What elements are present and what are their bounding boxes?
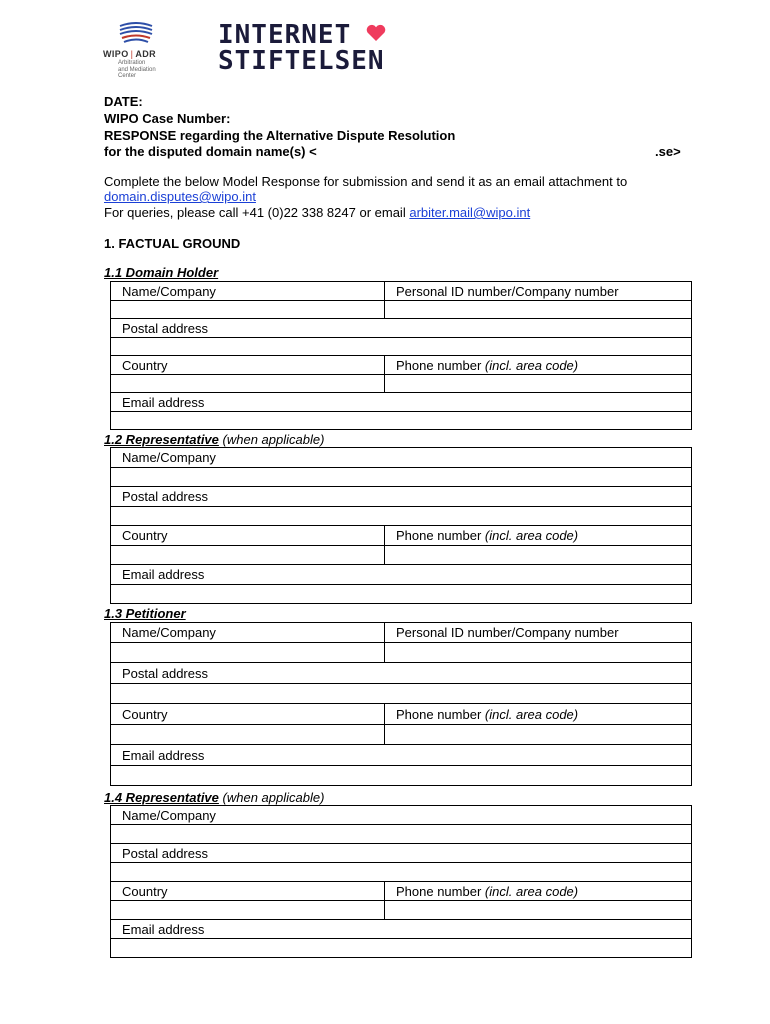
email-address-field[interactable] (111, 766, 692, 786)
name-company-field[interactable] (111, 301, 385, 319)
postal-address-label: Postal address (111, 487, 692, 507)
phone-field[interactable] (385, 901, 692, 920)
name-company-field[interactable] (111, 643, 385, 663)
phone-field[interactable] (385, 546, 692, 565)
email-address-label: Email address (111, 565, 692, 585)
phone-label: Phone number (incl. area code) (385, 704, 692, 725)
name-company-label: Name/Company (111, 282, 385, 301)
date-label: DATE: (104, 94, 143, 109)
wipo-center-text: Arbitration and Mediation Center (118, 60, 156, 79)
phone-label: Phone number (incl. area code) (385, 526, 692, 546)
name-company-field[interactable] (111, 468, 692, 487)
name-company-label: Name/Company (111, 806, 692, 825)
postal-address-field[interactable] (111, 507, 692, 526)
response-heading: RESPONSE regarding the Alternative Dispute Resolution (104, 128, 456, 143)
personal-id-field[interactable] (385, 643, 692, 663)
instruction-text: Complete the below Model Response for submission and send it as an email attachment to (104, 174, 628, 189)
country-label: Country (111, 704, 385, 725)
country-label: Country (111, 356, 385, 375)
email-address-label: Email address (111, 745, 692, 766)
postal-address-field[interactable] (111, 338, 692, 356)
internetstiftelsen-logo: INTERNET STIFTELSEN (218, 20, 385, 76)
queries-text: For queries, please call +41 (0)22 338 8247 or email arbiter.mail@wipo.int (104, 205, 531, 220)
name-company-field[interactable] (111, 825, 692, 844)
country-field[interactable] (111, 375, 385, 393)
disputes-email-link[interactable]: domain.disputes@wipo.int (104, 189, 256, 204)
name-company-label: Name/Company (111, 623, 385, 643)
arbiter-email-link[interactable]: arbiter.mail@wipo.int (409, 205, 531, 220)
personal-id-field[interactable] (385, 301, 692, 319)
section-title-representative-petitioner: 1.4 Representative (when applicable) (104, 790, 325, 805)
country-field[interactable] (111, 901, 385, 920)
phone-label: Phone number (incl. area code) (385, 882, 692, 901)
country-label: Country (111, 526, 385, 546)
postal-address-label: Postal address (111, 319, 692, 338)
postal-address-field[interactable] (111, 863, 692, 882)
representative-table (110, 447, 692, 604)
personal-id-label: Personal ID number/Company number (385, 623, 692, 643)
phone-label: Phone number (incl. area code) (385, 356, 692, 375)
email-address-field[interactable] (111, 939, 692, 958)
country-label: Country (111, 882, 385, 901)
personal-id-label: Personal ID number/Company number (385, 282, 692, 301)
postal-address-label: Postal address (111, 663, 692, 684)
domain-line: for the disputed domain name(s) < (104, 144, 317, 159)
petitioner-representative-table (110, 805, 692, 958)
country-field[interactable] (111, 546, 385, 565)
section-title-petitioner: 1.3 Petitioner (104, 606, 186, 621)
case-number-label: WIPO Case Number: (104, 111, 231, 126)
heart-icon (366, 24, 386, 42)
country-field[interactable] (111, 725, 385, 745)
petitioner-table (110, 622, 692, 786)
name-company-label: Name/Company (111, 448, 692, 468)
section-title-representative: 1.2 Representative (when applicable) (104, 432, 325, 447)
domain-suffix: .se> (655, 144, 681, 159)
email-address-field[interactable] (111, 412, 692, 430)
wipo-adr-wordmark: WIPO | ADR (103, 49, 157, 59)
postal-address-label: Postal address (111, 844, 692, 863)
wipo-stripes-icon (116, 22, 156, 48)
postal-address-field[interactable] (111, 684, 692, 704)
email-address-label: Email address (111, 393, 692, 412)
email-address-field[interactable] (111, 585, 692, 604)
domain-holder-table (110, 281, 692, 430)
section-title-domain-holder: 1.1 Domain Holder (104, 265, 219, 280)
email-address-label: Email address (111, 920, 692, 939)
phone-field[interactable] (385, 375, 692, 393)
phone-field[interactable] (385, 725, 692, 745)
factual-ground-heading: 1. FACTUAL GROUND (104, 236, 241, 251)
